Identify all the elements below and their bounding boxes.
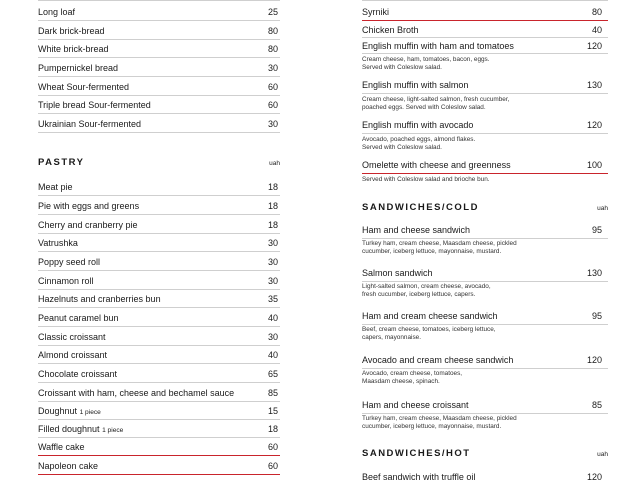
item-name: Cherry and cranberry pie xyxy=(38,220,138,230)
menu-item xyxy=(38,238,280,252)
menu-item xyxy=(362,311,608,325)
menu-item-highlighted xyxy=(38,461,280,475)
menu-item xyxy=(362,120,608,134)
item-name: Beef sandwich with truffle oil xyxy=(362,472,476,480)
item-name: Salmon sandwich xyxy=(362,268,433,278)
item-name: Pumpernickel bread xyxy=(38,63,119,73)
item-price: 40 xyxy=(267,313,278,323)
description-line: Served with Coleslow salad. xyxy=(362,64,442,72)
item-price: 85 xyxy=(591,400,602,410)
item-name: Croissant with ham, cheese and bechamel sauce xyxy=(38,388,235,398)
item-price: 25 xyxy=(267,7,278,17)
item-price: 60 xyxy=(267,442,278,452)
item-price: 35 xyxy=(267,294,278,304)
item-price: 30 xyxy=(267,276,278,286)
menu-item xyxy=(38,82,280,96)
item-name: Waffle cake xyxy=(38,442,85,452)
menu-item xyxy=(38,201,280,215)
menu-item xyxy=(362,355,608,369)
menu-item-highlighted xyxy=(38,442,280,456)
item-name: Cinnamon roll xyxy=(38,276,94,286)
item-name: Syrniki xyxy=(362,7,390,17)
item-name xyxy=(38,406,101,418)
menu-item xyxy=(362,41,608,54)
currency-label: uah xyxy=(269,160,280,167)
item-price: 100 xyxy=(586,160,602,170)
menu-item xyxy=(38,406,280,420)
item-name: Long loaf xyxy=(38,7,76,17)
menu-item xyxy=(38,276,280,290)
item-price: 30 xyxy=(267,238,278,248)
item-name: English muffin with avocado xyxy=(362,120,474,130)
menu-item xyxy=(38,182,280,196)
menu-item xyxy=(38,220,280,234)
item-name: Poppy seed roll xyxy=(38,257,101,267)
menu-item xyxy=(38,7,280,21)
description-line: capers, mayonnaise. xyxy=(362,334,421,342)
item-price: 120 xyxy=(586,355,602,365)
item-name: English muffin with ham and tomatoes xyxy=(362,41,514,51)
item-price: 65 xyxy=(267,369,278,379)
menu-item xyxy=(38,63,280,77)
item-description xyxy=(362,283,608,300)
menu-item xyxy=(38,350,280,364)
item-price: 80 xyxy=(267,44,278,54)
menu-item xyxy=(362,472,608,480)
item-price: 15 xyxy=(267,406,278,416)
item-price: 120 xyxy=(586,120,602,130)
item-price: 40 xyxy=(267,350,278,360)
item-note: 1 piece xyxy=(79,409,101,416)
section-heading-sandwiches-hot xyxy=(362,448,608,459)
item-description xyxy=(362,240,608,257)
currency-label: uah xyxy=(597,205,608,212)
item-name: Almond croissant xyxy=(38,350,108,360)
item-note: 1 piece xyxy=(102,427,124,434)
item-price: 80 xyxy=(591,7,602,17)
item-price: 30 xyxy=(267,63,278,73)
menu-item xyxy=(38,100,280,114)
description-line: Avocado, poached eggs, almond flakes. xyxy=(362,136,476,143)
menu-item xyxy=(38,313,280,327)
description-line: Cream cheese, ham, tomatoes, bacon, eggs. xyxy=(362,56,490,63)
description-line: Turkey ham, cream cheese, Maasdam cheese, pickled xyxy=(362,415,517,422)
item-price: 60 xyxy=(267,100,278,110)
item-price: 85 xyxy=(267,388,278,398)
item-name: Meat pie xyxy=(38,182,73,192)
item-name: Dark brick-bread xyxy=(38,26,105,36)
item-price: 120 xyxy=(586,472,602,480)
item-description xyxy=(362,326,608,343)
menu-item xyxy=(362,268,608,282)
menu-item-highlighted xyxy=(362,160,608,174)
description-line: Avocado, cream cheese, tomatoes, xyxy=(362,370,463,377)
section-title: SANDWICHES/HOT xyxy=(362,448,471,459)
item-price: 95 xyxy=(591,311,602,321)
item-description xyxy=(362,370,608,387)
item-name: Chocolate croissant xyxy=(38,369,118,379)
item-name: Ukrainian Sour-fermented xyxy=(38,119,142,129)
menu-item xyxy=(362,400,608,414)
item-price: 18 xyxy=(267,424,278,434)
item-price: 30 xyxy=(267,332,278,342)
description-line: Maasdam cheese, spinach. xyxy=(362,378,440,386)
description-line: Served with Coleslow salad and brioche bun. xyxy=(362,176,490,183)
section-heading-sandwiches-cold xyxy=(362,202,608,213)
item-name: Omelette with cheese and greenness xyxy=(362,160,511,170)
item-price: 18 xyxy=(267,201,278,211)
menu-item xyxy=(38,257,280,271)
item-name: Ham and cream cheese sandwich xyxy=(362,311,498,321)
item-name: Chicken Broth xyxy=(362,25,419,35)
item-price: 130 xyxy=(586,80,602,90)
menu-item xyxy=(362,25,608,38)
currency-label: uah xyxy=(597,451,608,458)
item-name: Triple bread Sour-fermented xyxy=(38,100,151,110)
description-line: poached eggs. Served with Coleslow salad. xyxy=(362,104,486,112)
description-line: cucumber, iceberg lettuce, mayonnaise, mustard. xyxy=(362,423,502,431)
item-description xyxy=(362,176,608,184)
item-description xyxy=(362,415,608,432)
item-name: Napoleon cake xyxy=(38,461,99,471)
description-line: Turkey ham, cream cheese, Maasdam cheese, pickled xyxy=(362,240,517,247)
divider xyxy=(362,0,608,1)
item-name-text: Doughnut xyxy=(38,406,78,416)
item-price: 18 xyxy=(267,220,278,230)
item-price: 18 xyxy=(267,182,278,192)
menu-item xyxy=(362,80,608,94)
menu-item xyxy=(38,369,280,383)
menu-item xyxy=(38,332,280,346)
item-price: 30 xyxy=(267,257,278,267)
menu-item xyxy=(38,294,280,308)
section-title: PASTRY xyxy=(38,157,85,168)
menu-item xyxy=(38,44,280,58)
menu-item xyxy=(38,119,280,133)
item-name: White brick-bread xyxy=(38,44,109,54)
menu-item xyxy=(38,424,280,438)
item-price: 80 xyxy=(267,26,278,36)
section-heading-pastry xyxy=(38,157,280,168)
item-description xyxy=(362,56,608,73)
item-name: English muffin with salmon xyxy=(362,80,469,90)
description-line: cucumber, iceberg lettuce, mayonnaise, mustard. xyxy=(362,248,502,256)
item-price: 40 xyxy=(591,25,602,35)
item-price: 120 xyxy=(586,41,602,51)
menu-item-highlighted xyxy=(362,7,608,21)
menu-item xyxy=(38,26,280,40)
item-name: Hazelnuts and cranberries bun xyxy=(38,294,161,304)
divider xyxy=(38,0,280,1)
description-line: Cream cheese, light-salted salmon, fresh cucumber, xyxy=(362,96,510,103)
item-price: 95 xyxy=(591,225,602,235)
item-price: 130 xyxy=(586,268,602,278)
description-line: Light-salted salmon, cream cheese, avocado, xyxy=(362,283,491,290)
item-name: Pie with eggs and greens xyxy=(38,201,140,211)
item-name-text: Filled doughnut xyxy=(38,424,100,434)
item-name: Classic croissant xyxy=(38,332,106,342)
description-line: Beef, cream cheese, tomatoes, iceberg lettuce, xyxy=(362,326,496,333)
item-name: Wheat Sour-fermented xyxy=(38,82,130,92)
section-title: SANDWICHES/COLD xyxy=(362,202,479,213)
item-price: 60 xyxy=(267,461,278,471)
item-name xyxy=(38,424,123,436)
item-price: 60 xyxy=(267,82,278,92)
item-name: Ham and cheese sandwich xyxy=(362,225,471,235)
menu-item xyxy=(362,225,608,239)
item-description xyxy=(362,96,608,113)
description-line: Served with Coleslow salad. xyxy=(362,144,442,152)
menu-item xyxy=(38,388,280,402)
item-name: Ham and cheese croissant xyxy=(362,400,469,410)
description-line: fresh cucumber, iceberg lettuce, capers. xyxy=(362,291,476,299)
item-name: Vatrushka xyxy=(38,238,78,248)
item-description xyxy=(362,136,608,153)
item-name: Avocado and cream cheese sandwich xyxy=(362,355,514,365)
item-price: 30 xyxy=(267,119,278,129)
item-name: Peanut caramel bun xyxy=(38,313,119,323)
